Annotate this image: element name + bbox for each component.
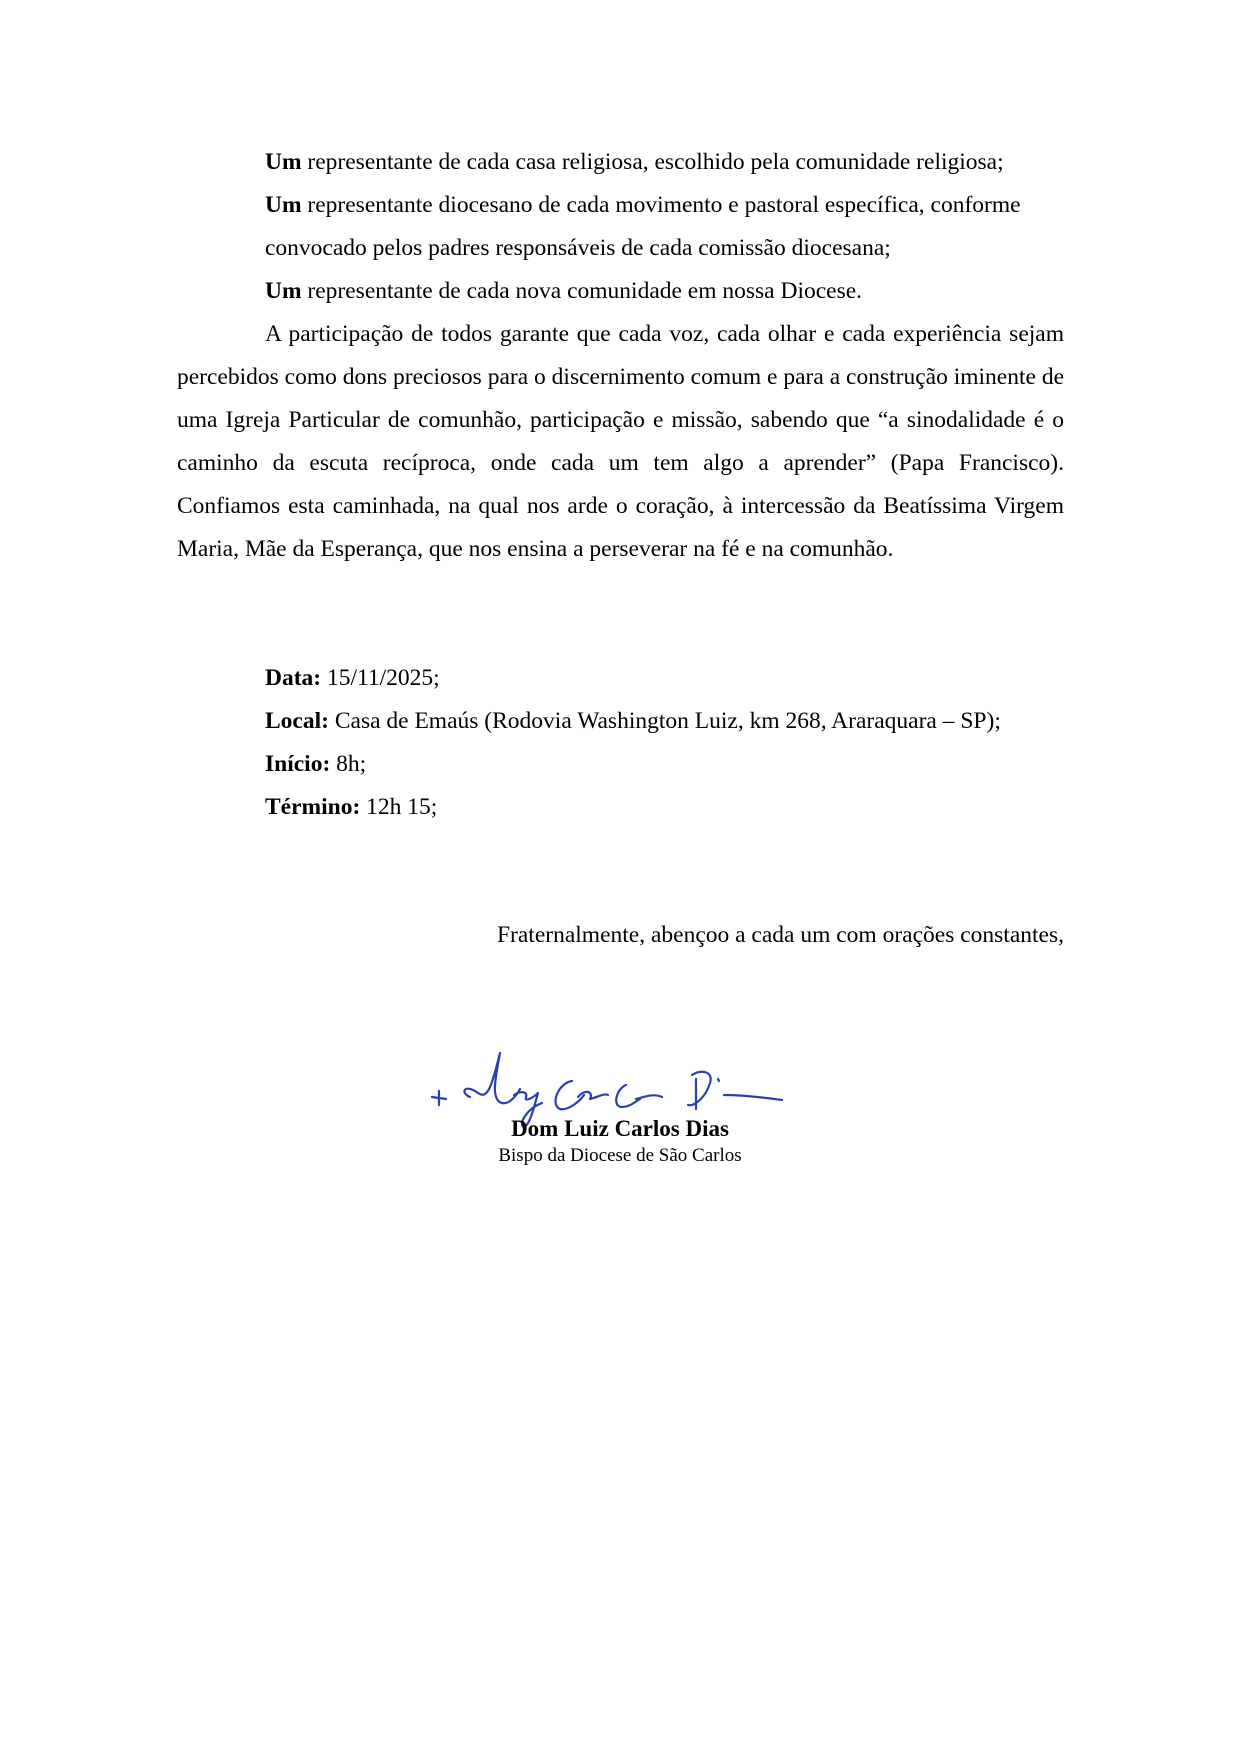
signatory-title: Bispo da Diocese de São Carlos (498, 1145, 742, 1166)
list-item: Um representante de cada nova comunidade em nossa Diocese. (265, 278, 863, 304)
list-item: Um representante de cada casa religiosa, escolhido pela comunidade religiosa; (265, 149, 1004, 175)
event-details (177, 657, 1064, 829)
detail-date: Data: 15/11/2025; (265, 665, 440, 691)
detail-end: Término: 12h 15; (265, 794, 438, 820)
signatory-name: Dom Luiz Carlos Dias (511, 1116, 729, 1141)
detail-start: Início: 8h; (265, 751, 367, 777)
participants-list (177, 141, 1064, 313)
signatory-block (420, 1114, 820, 1168)
body-paragraph: A participação de todos garante que cada voz, cada olhar e cada experiência sejam percebidos como dons preciosos para o discernimento comum e para a construção iminente de uma Igreja Particular de comunhão, participação e missão, sabendo que “a sinodalidade é o caminho da escuta recíproca, onde cada um tem algo a aprender” (Papa Francisco). Confiamos esta caminhada, na qual nos arde o coração, à intercessão da Beatíssima Virgem Maria, Mãe da Esperança, que nos ensina a perseverar na fé e na comunhão. (177, 321, 1064, 562)
closing-line: Fraternalmente, abençoo a cada um com orações constantes, (496, 922, 1064, 948)
list-item: Um representante diocesano de cada movimento e pastoral específica, conforme (265, 192, 1021, 218)
detail-location: Local: Casa de Emaús (Rodovia Washington Luiz, km 268, Araraquara – SP); (265, 708, 1001, 734)
list-item-continuation: convocado pelos padres responsáveis de cada comissão diocesana; (265, 235, 891, 261)
